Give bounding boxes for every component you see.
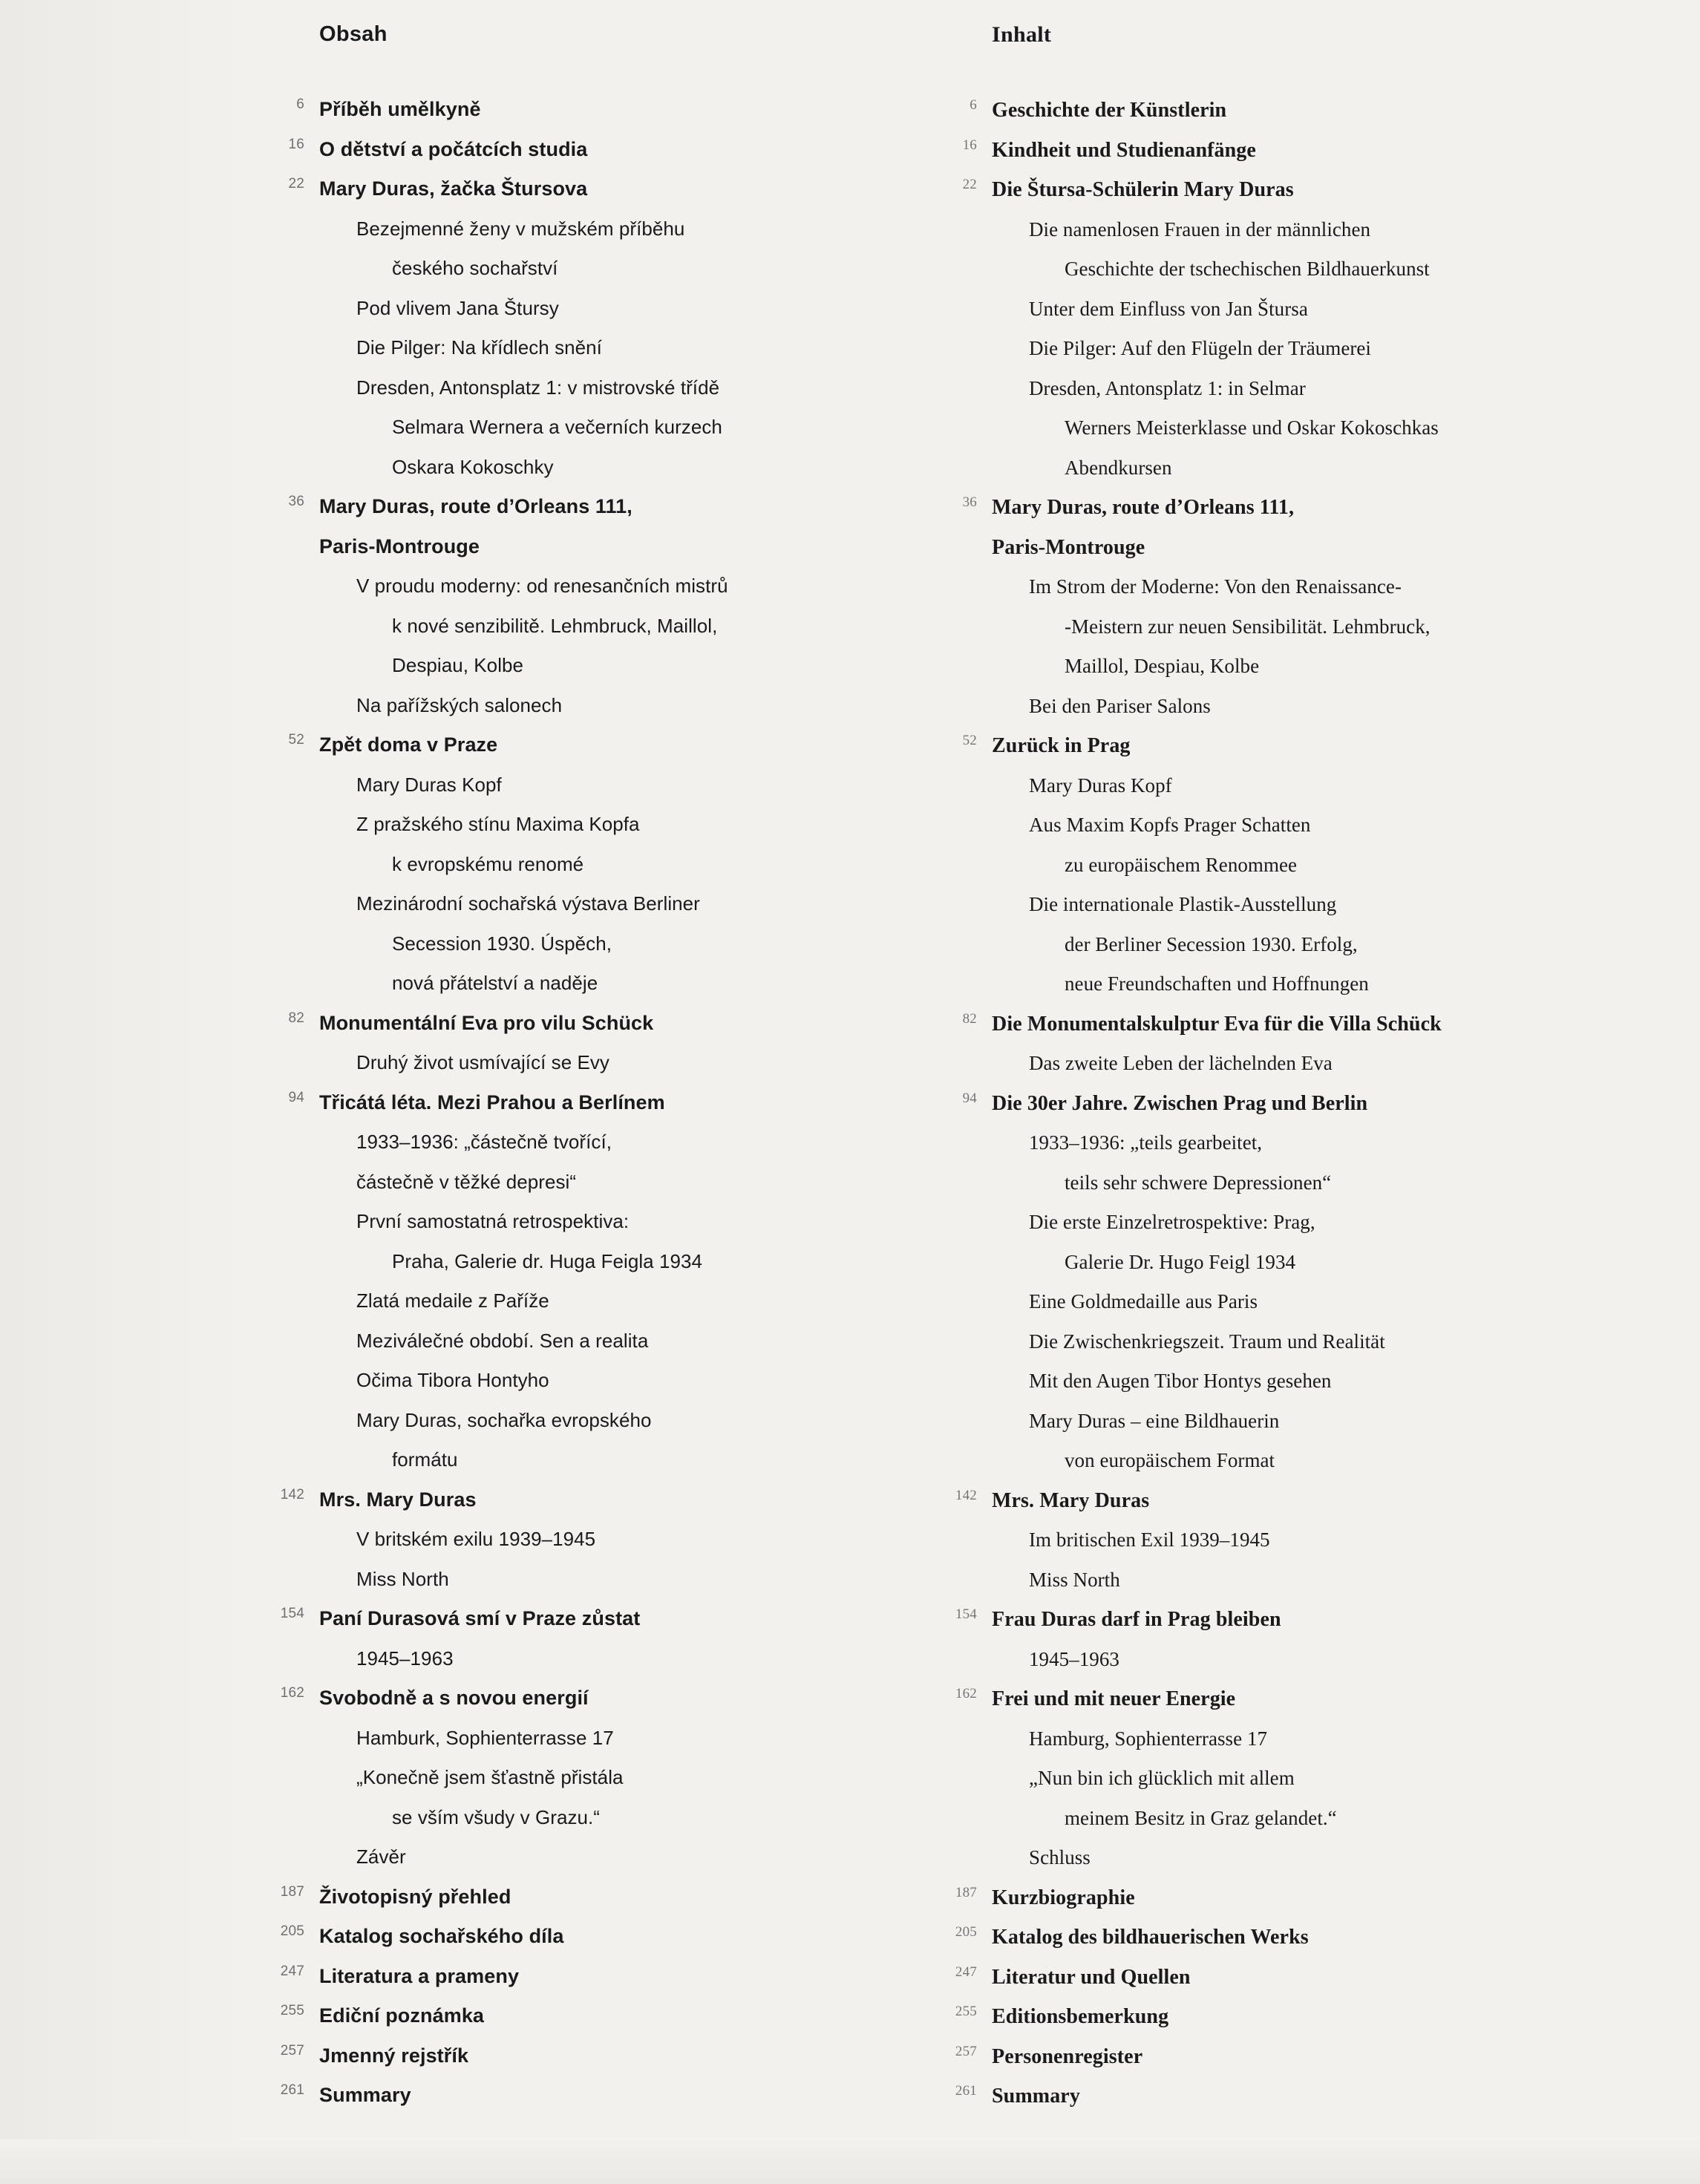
chapter-title[interactable]: Mary Duras, žačka Štursova (319, 177, 588, 200)
toc-entry-row[interactable] (261, 1599, 915, 1639)
chapter-title[interactable]: Literatura a prameny (319, 1964, 520, 1987)
page-number: 247 (955, 1964, 977, 1980)
toc-entry[interactable] (261, 1996, 915, 2036)
subsection-title[interactable]: Die Pilger: Auf den Flügeln der Träumerei (1029, 337, 1371, 359)
page-number: 162 (280, 1685, 304, 1701)
toc-entry-row[interactable] (934, 1600, 1632, 1640)
subsection-title[interactable]: Despiau, Kolbe (392, 654, 524, 676)
subsection-title[interactable]: Eine Goldmedaille aus Paris (1029, 1290, 1258, 1312)
page-number: 142 (955, 1487, 977, 1503)
toc-entry-row[interactable] (261, 1917, 915, 1957)
chapter-title[interactable]: Mrs. Mary Duras (992, 1488, 1150, 1512)
toc-entry-row[interactable] (934, 2076, 1632, 2116)
subsection-title[interactable]: Hamburk, Sophienterrasse 17 (356, 1726, 614, 1749)
chapter-title-continued[interactable]: Paris-Montrouge (319, 534, 480, 558)
toc-entry-row[interactable] (261, 169, 915, 209)
page-number: 205 (280, 1923, 304, 1939)
toc-entry-row[interactable] (934, 131, 1632, 171)
page-number: 94 (288, 1089, 304, 1105)
chapter-title[interactable]: Mary Duras, route d’Orleans 111, (992, 496, 1295, 519)
toc-entry-row[interactable] (934, 1679, 1632, 1719)
subsection-title[interactable]: Das zweite Leben der lächelnden Eva (1029, 1052, 1333, 1074)
page-number: 22 (288, 176, 304, 192)
subsection-title[interactable]: Bei den Pariser Salons (1029, 694, 1211, 717)
chapter-title[interactable]: Svobodně a s novou energií (319, 1687, 589, 1709)
toc-entry[interactable] (261, 90, 915, 130)
chapter-title[interactable]: Die 30er Jahre. Zwischen Prag und Berlin (992, 1091, 1368, 1115)
toc-entry[interactable] (934, 1917, 1632, 1958)
chapter-title[interactable]: Katalog des bildhauerischen Werks (992, 1926, 1309, 1949)
subsection-title[interactable]: českého sochařství (392, 257, 558, 279)
chapter-title[interactable]: Die Štursa-Schülerin Mary Duras (992, 178, 1294, 201)
subsection-title[interactable]: Z pražského stínu Maxima Kopfa (356, 813, 640, 835)
chapter-title[interactable]: Mrs. Mary Duras (319, 1488, 477, 1511)
subsection-title[interactable]: k nové senzibilitě. Lehmbruck, Maillol, (392, 614, 718, 637)
subsection-title[interactable]: -Meistern zur neuen Sensibilität. Lehmbruck, (1065, 615, 1431, 638)
toc-entry[interactable] (934, 1997, 1632, 2037)
chapter-title[interactable]: Kurzbiographie (992, 1886, 1135, 1909)
subsection-title[interactable]: Dresden, Antonsplatz 1: v mistrovské třídě (356, 376, 720, 399)
subsection-title[interactable]: Die namenlosen Frauen in der männlichen (1029, 218, 1371, 241)
chapter-title[interactable]: Životopisný přehled (319, 1885, 511, 1908)
subsection-title[interactable]: neue Freundschaften und Hoffnungen (1065, 972, 1369, 995)
page-number: 154 (955, 1606, 977, 1622)
page-number: 82 (962, 1010, 977, 1027)
subsection-title[interactable]: Im britischen Exil 1939–1945 (1029, 1529, 1270, 1551)
chapter-title[interactable]: Kindheit und Studienanfänge (992, 138, 1256, 162)
toc-entry[interactable] (934, 1084, 1632, 1481)
subsection-title[interactable]: teils sehr schwere Depressionen“ (1065, 1171, 1332, 1194)
subsection-title[interactable]: Meziválečné období. Sen a realita (356, 1329, 649, 1352)
toc-entry-row[interactable] (261, 1678, 915, 1719)
page-number: 154 (280, 1606, 304, 1621)
subsection-title[interactable]: Galerie Dr. Hugo Feigl 1934 (1065, 1250, 1296, 1273)
chapter-title[interactable]: Die Monumentalskulptur Eva für die Villa Schück (992, 1012, 1442, 1036)
toc-entry-row[interactable] (934, 488, 1632, 528)
subsection-title[interactable]: Na pařížských salonech (356, 693, 563, 716)
page-number: 247 (280, 1963, 304, 1979)
subsection-title[interactable]: nová přátelství a naděje (392, 972, 598, 994)
subsection-title[interactable]: 1945–1963 (356, 1647, 454, 1670)
chapter-title[interactable]: Frau Duras darf in Prag bleiben (992, 1608, 1281, 1631)
subsection-title[interactable]: Secession 1930. Úspěch, (392, 932, 612, 955)
toc-entry[interactable] (934, 1481, 1632, 1601)
page-number: 162 (955, 1686, 977, 1701)
subsection-title[interactable]: „Konečně jsem šťastně přistála (356, 1766, 624, 1788)
subsection-title[interactable]: Hamburg, Sophienterrasse 17 (1029, 1727, 1268, 1750)
subsection-title[interactable]: Aus Maxim Kopfs Prager Schatten (1029, 814, 1311, 836)
chapter-title[interactable]: Příběh umělkyně (319, 98, 481, 120)
toc-entry[interactable] (934, 1600, 1632, 1679)
toc-entry[interactable] (261, 1957, 915, 1997)
page-number: 142 (280, 1486, 304, 1503)
subsection-title[interactable]: Závěr (356, 1845, 406, 1868)
toc-entry-row[interactable] (934, 170, 1632, 210)
chapter-title[interactable]: Katalog sochařského díla (319, 1925, 564, 1947)
page-number: 6 (970, 97, 977, 113)
page-number: 6 (296, 97, 304, 112)
toc-entry[interactable] (934, 2037, 1632, 2077)
subsection-title[interactable]: V proudu moderny: od renesančních mistrů (356, 575, 728, 597)
toc-entry-row[interactable] (261, 1004, 915, 1044)
page-number: 257 (955, 2043, 977, 2059)
toc-entry-row[interactable] (934, 1878, 1632, 1918)
toc-entry-row[interactable] (261, 130, 915, 170)
page-number: 257 (280, 2042, 304, 2059)
chapter-title[interactable]: Třicátá léta. Mezi Prahou a Berlínem (319, 1091, 665, 1114)
column-title-german: Inhalt (992, 22, 1052, 47)
page-number: 36 (962, 494, 977, 510)
toc-entry[interactable] (261, 169, 915, 487)
chapter-title[interactable]: Paní Durasová smí v Praze zůstat (319, 1607, 641, 1629)
subsection-title[interactable]: Bezejmenné ženy v mužském příběhu (356, 217, 685, 240)
chapter-title[interactable]: Personenregister (992, 2044, 1143, 2068)
chapter-title[interactable]: Geschichte der Künstlerin (992, 99, 1227, 122)
subsection-title[interactable]: Dresden, Antonsplatz 1: in Selmar (1029, 376, 1306, 399)
subsection-title[interactable]: Mit den Augen Tibor Hontys gesehen (1029, 1370, 1332, 1392)
subsection-title[interactable]: Selmara Wernera a večerních kurzech (392, 416, 722, 438)
page-number: 255 (955, 2004, 977, 2019)
page-number: 94 (962, 1090, 977, 1106)
toc-entry[interactable] (261, 2076, 915, 2116)
subsection-title[interactable]: Mary Duras Kopf (1029, 774, 1172, 797)
page-number: 255 (280, 2003, 304, 2018)
toc-entry-row[interactable] (261, 1996, 915, 2036)
toc-column-german (934, 22, 1632, 2116)
subsection-title[interactable]: Schluss (1029, 1846, 1091, 1869)
page-number: 187 (280, 1883, 304, 1900)
page-number: 261 (280, 2082, 304, 2098)
subsection-title[interactable]: Die Pilger: Na křídlech snění (356, 336, 602, 359)
toc-entry-row[interactable] (261, 1957, 915, 1997)
toc-entry-row[interactable] (934, 1917, 1632, 1958)
toc-entry[interactable] (261, 130, 915, 170)
toc-entry[interactable] (261, 1599, 915, 1678)
chapter-title[interactable]: Literatur und Quellen (992, 1965, 1191, 1989)
subsection-title[interactable]: Die Zwischenkriegszeit. Traum und Realität (1029, 1330, 1385, 1353)
page-number: 16 (962, 137, 977, 153)
subsection-title[interactable]: Im Strom der Moderne: Von den Renaissance- (1029, 575, 1402, 598)
subsection-title[interactable]: Mary Duras Kopf (356, 773, 502, 796)
toc-entries-german (934, 91, 1632, 2116)
chapter-title[interactable]: Zpět doma v Praze (319, 733, 498, 756)
toc-entry[interactable] (261, 1004, 915, 1083)
toc-entry[interactable] (261, 487, 915, 725)
toc-entry-row[interactable] (934, 1004, 1632, 1044)
toc-entry[interactable] (934, 1878, 1632, 1918)
toc-entry[interactable] (261, 1877, 915, 1917)
toc-entry[interactable] (934, 1004, 1632, 1084)
toc-entry[interactable] (261, 1083, 915, 1480)
toc-entry[interactable] (934, 170, 1632, 488)
subsection-title[interactable]: 1933–1936: „teils gearbeitet, (1029, 1131, 1263, 1154)
subsection-title[interactable]: Die erste Einzelretrospektive: Prag, (1029, 1211, 1315, 1233)
toc-entry[interactable] (934, 488, 1632, 726)
chapter-title-continued[interactable]: Paris-Montrouge (992, 535, 1145, 559)
toc-entry[interactable] (261, 1678, 915, 1877)
chapter-title[interactable]: Editionsbemerkung (992, 2005, 1169, 2028)
toc-entry-row[interactable] (261, 725, 915, 765)
toc-entry-row[interactable] (261, 1877, 915, 1917)
subsection-title[interactable]: Mezinárodní sochařská výstava Berliner (356, 892, 700, 915)
subsection-title[interactable]: von europäischem Format (1065, 1449, 1275, 1471)
column-title-czech: Obsah (319, 22, 388, 46)
page-number: 187 (955, 1884, 977, 1900)
toc-entry[interactable] (934, 1958, 1632, 1998)
subsection-title[interactable]: Abendkursen (1065, 456, 1172, 479)
page-number: 82 (288, 1010, 304, 1026)
toc-entry-row[interactable] (261, 487, 915, 527)
toc-entry[interactable] (261, 2036, 915, 2076)
toc-entry-row[interactable] (934, 2037, 1632, 2077)
subsection-title[interactable]: Werners Meisterklasse und Oskar Kokoschkas (1065, 416, 1439, 439)
subsection-title[interactable]: k evropskému renomé (392, 852, 584, 875)
subsection-title[interactable]: Unter dem Einfluss von Jan Štursa (1029, 297, 1308, 320)
subsection-title[interactable]: Die internationale Plastik-Ausstellung (1029, 893, 1337, 915)
page-number: 205 (955, 1924, 977, 1940)
subsection-title[interactable]: zu europäischem Renommee (1065, 853, 1298, 876)
toc-entry-row[interactable] (261, 2076, 915, 2116)
toc-entry[interactable] (934, 1679, 1632, 1878)
toc-column-czech (261, 22, 915, 2116)
subsection-title[interactable]: Miss North (356, 1567, 449, 1590)
page-number: 52 (962, 733, 977, 748)
toc-entry-row[interactable] (934, 1958, 1632, 1998)
subsection-title[interactable]: 1933–1936: „částečně tvořící, (356, 1131, 612, 1153)
toc-entries-czech (261, 90, 915, 2116)
toc-entry-row[interactable] (934, 1997, 1632, 2037)
page-number: 22 (962, 177, 977, 192)
chapter-title[interactable]: Mary Duras, route d’Orleans 111, (319, 495, 632, 517)
page-number: 52 (288, 732, 304, 748)
subsection-title[interactable]: Geschichte der tschechischen Bildhauerkunst (1065, 258, 1430, 280)
page-number: 36 (288, 494, 304, 509)
toc-entry-row[interactable] (261, 1083, 915, 1123)
subsection-title[interactable]: částečně v těžké depresi“ (356, 1170, 577, 1193)
subsection-title[interactable]: Mary Duras – eine Bildhauerin (1029, 1409, 1280, 1432)
chapter-title[interactable]: Ediční poznámka (319, 2004, 485, 2027)
subsection-title[interactable]: Druhý život usmívající se Evy (356, 1051, 609, 1073)
toc-entry-row[interactable] (261, 1480, 915, 1520)
toc-entry-row[interactable] (261, 90, 915, 130)
chapter-title[interactable]: Frei und mit neuer Energie (992, 1687, 1236, 1710)
subsection-title[interactable]: meinem Besitz in Graz gelandet.“ (1065, 1806, 1337, 1829)
subsection-title[interactable]: Oskara Kokoschky (392, 455, 554, 478)
chapter-title[interactable]: Summary (319, 2084, 411, 2106)
chapter-title[interactable]: Zurück in Prag (992, 734, 1131, 757)
page-number: 261 (955, 2083, 977, 2099)
toc-entry-row[interactable] (261, 2036, 915, 2076)
subsection-title[interactable]: Zlatá medaile z Paříže (356, 1289, 549, 1312)
subsection-title[interactable]: Očima Tibora Hontyho (356, 1369, 549, 1391)
toc-entry[interactable] (934, 131, 1632, 171)
subsection-title[interactable]: Miss North (1029, 1568, 1120, 1591)
toc-entry[interactable] (261, 725, 915, 1004)
subsection-title[interactable]: se vším všudy v Grazu.“ (392, 1805, 600, 1828)
subsection-title[interactable]: „Nun bin ich glücklich mit allem (1029, 1767, 1295, 1789)
subsection-title[interactable]: formátu (392, 1448, 458, 1471)
subsection-title[interactable]: Praha, Galerie dr. Huga Feigla 1934 (392, 1249, 703, 1272)
toc-entry-row[interactable] (934, 726, 1632, 766)
subsection-title[interactable]: V britském exilu 1939–1945 (356, 1528, 596, 1550)
subsection-title[interactable]: Pod vlivem Jana Štursy (356, 296, 559, 319)
toc-entry[interactable] (934, 2076, 1632, 2116)
chapter-title[interactable]: Jmenný rejstřík (319, 2044, 469, 2067)
chapter-title[interactable]: Monumentální Eva pro vilu Schück (319, 1011, 654, 1034)
subsection-title[interactable]: 1945–1963 (1029, 1647, 1119, 1670)
chapter-title[interactable]: O dětství a počátcích studia (319, 137, 588, 160)
subsection-title[interactable]: Maillol, Despiau, Kolbe (1065, 655, 1260, 677)
toc-entry[interactable] (934, 726, 1632, 1004)
toc-entry-row[interactable] (934, 91, 1632, 131)
subsection-title[interactable]: Mary Duras, sochařka evropského (356, 1408, 652, 1431)
toc-entry-row[interactable] (934, 1084, 1632, 1124)
subsection-title[interactable]: der Berliner Secession 1930. Erfolg, (1065, 932, 1358, 955)
toc-entry[interactable] (934, 91, 1632, 131)
subsection-title[interactable]: První samostatná retrospektiva: (356, 1210, 630, 1232)
toc-entry[interactable] (261, 1917, 915, 1957)
toc-entry[interactable] (261, 1480, 915, 1600)
chapter-title[interactable]: Summary (992, 2085, 1080, 2108)
page-number: 16 (288, 136, 304, 152)
toc-entry-row[interactable] (934, 1481, 1632, 1521)
